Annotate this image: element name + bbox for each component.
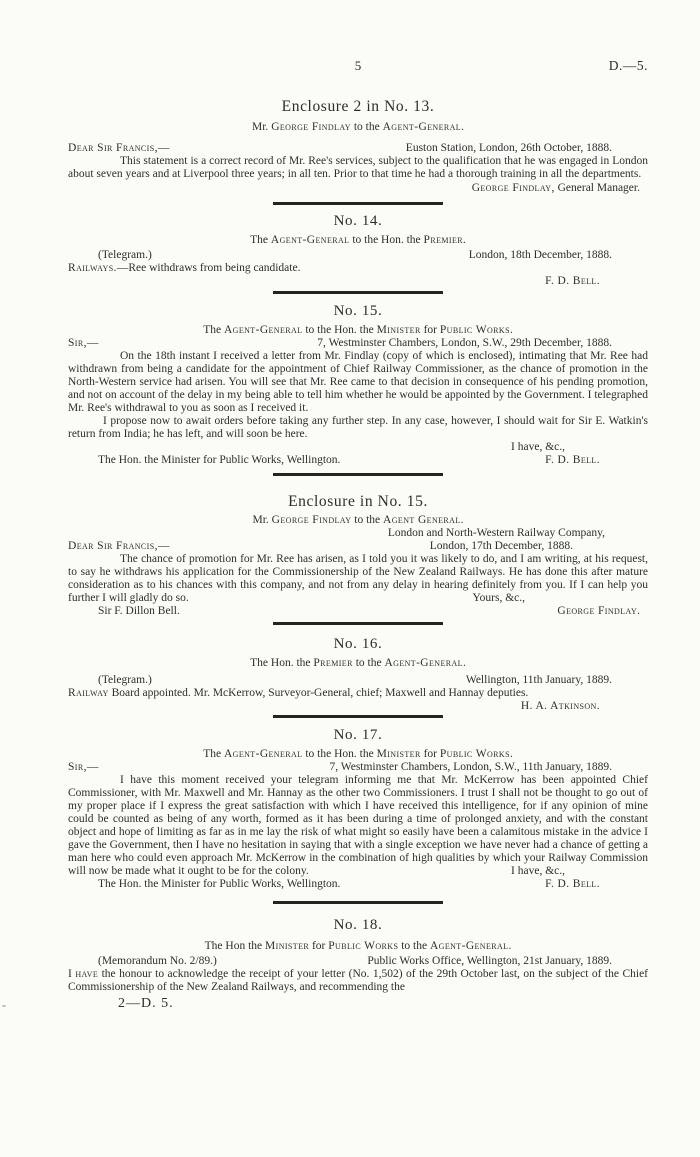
- document-reference: D.—5.: [608, 58, 648, 73]
- scan-artifact-mark: [2, 1005, 6, 1007]
- telegram-date-row: [68, 249, 648, 262]
- letter-paragraph: [68, 553, 648, 605]
- memorandum-label: (Memorandum No. 2/89.): [98, 955, 217, 967]
- salutation-date-row: [68, 142, 648, 155]
- dateline: 7, Westminster Chambers, London, S.W., 11th January, 1889.: [329, 761, 612, 773]
- printers-signature-mark: 2—D. 5.: [118, 996, 174, 1011]
- section-enclosure-2-in-no-13: [68, 97, 648, 205]
- section-subheading: The Agent-General to the Hon. the Minister for Public Works.: [203, 748, 513, 760]
- section-heading: No. 14.: [333, 213, 383, 229]
- section-heading: Enclosure 2 in No. 13.: [281, 98, 435, 115]
- dateline: Wellington, 11th January, 1889.: [465, 674, 612, 686]
- dateline: 7, Westminster Chambers, London, S.W., 29th December, 1888.: [317, 337, 612, 349]
- page-number: 5: [354, 58, 362, 73]
- section-heading: No. 18.: [333, 917, 383, 933]
- section-divider-rule: [273, 901, 443, 904]
- telegram-label: (Telegram.): [98, 674, 152, 686]
- signature-line: H. A. Atkinson.: [520, 700, 600, 712]
- addressee: The Hon. the Minister for Public Works, Wellington.: [98, 878, 341, 890]
- salutation-date-row: [68, 337, 648, 350]
- section-heading: No. 17.: [333, 727, 383, 743]
- salutation-date-row: [68, 540, 648, 553]
- section-heading: Enclosure in No. 15.: [288, 493, 428, 510]
- addressee-signature-row: [68, 605, 648, 618]
- telegram-label: (Telegram.): [98, 249, 152, 261]
- section-subheading: The Agent-General to the Hon. the Minister for Public Works.: [203, 324, 513, 336]
- section-enclosure-in-no-15: [68, 492, 648, 625]
- addressee: Sir F. Dillon Bell.: [98, 605, 180, 617]
- section-divider-rule: [273, 622, 443, 625]
- section-heading: No. 15.: [333, 303, 383, 319]
- section-no-14: [68, 212, 648, 294]
- signature: F. D. Bell.: [545, 878, 600, 890]
- section-no-15: [68, 302, 648, 476]
- closing-phrase: I have, &c.,: [511, 865, 565, 877]
- sender-address-line: London and North-Western Railway Company,: [387, 527, 605, 539]
- section-divider-rule: [273, 202, 443, 205]
- letter-paragraph: [68, 774, 648, 878]
- memorandum-date-row: [68, 955, 648, 968]
- salutation: Sir,—: [68, 337, 99, 349]
- page-header: [68, 58, 648, 74]
- section-heading: No. 16.: [333, 636, 383, 652]
- paragraph-text: I have this moment received your telegram informing me that Mr. McKerrow has been appointed Chief Commissioner, with Mr. Maxwell and Mr. Hannay as the other two Commissioners. I trust I shall not be thought to go out of my proper place if I express the great satisfaction with which I have received this intelligence, for if any opinion of mine could be counted as being of any worth, formed as it has been during a time of prolonged anxiety, and with the constant object and hope of limiting as far as in me lay the risk of what might so easily have been a calamitous mistake in the advice I gave the Government, then I have no hesitation in saying that with a single exception we have never had a chance of getting a man here who could even approach Mr. McKerrow in the combination of high qualities by which your Railway Commission will now be made what it ought to be for the colony.: [68, 774, 648, 877]
- section-subheading: The Hon the Minister for Public Works to the Agent-General.: [204, 940, 512, 952]
- section-subheading: The Hon. the Premier to the Agent-General.: [250, 657, 466, 669]
- dateline: London, 18th December, 1888.: [468, 249, 612, 261]
- dateline: London, 17th December, 1888.: [429, 540, 573, 552]
- section-no-17: [68, 726, 648, 904]
- paragraph-text: The chance of promotion for Mr. Ree has arisen, as I told you it was likely to do, and I am writing, at his request, to say he withdraws his application for the Commissionership of the New Zealand Railways. He has done this after mature consideration as to his chances with this company, and not from any delay in hearing definitely from you. If I can help you further I will gladly do so.: [68, 553, 648, 604]
- letter-paragraph: This statement is a correct record of Mr. Ree's services, subject to the qualification that he was engaged in London about seven years and at Liverpool three years; in all ten. Prior to that time he had a thorough training in all the departments.: [68, 155, 648, 180]
- signature: George Findlay.: [557, 605, 640, 617]
- telegram-body: Railways.—Ree withdraws from being candidate.: [68, 262, 301, 274]
- salutation: Dear Sir Francis,—: [68, 142, 170, 154]
- memorandum-body: I have the honour to acknowledge the receipt of your letter (No. 1,502) of the 29th October last, on the subject of the Chief Commissionership of the New Zealand Railways, and recommending the: [68, 968, 648, 993]
- signature: F. D. Bell.: [545, 454, 600, 466]
- section-no-16: [68, 635, 648, 718]
- salutation-date-row: [68, 761, 648, 774]
- telegram-body: Railway Board appointed. Mr. McKerrow, Surveyor-General, chief; Maxwell and Hannay deputies.: [68, 687, 529, 699]
- signature-line: George Findlay, General Manager.: [471, 182, 640, 194]
- addressee: The Hon. the Minister for Public Works, Wellington.: [98, 454, 341, 466]
- section-divider-rule: [273, 715, 443, 718]
- signature-line: F. D. Bell.: [545, 275, 600, 287]
- section-divider-rule: [273, 291, 443, 294]
- closing-line: I have, &c.,: [511, 441, 565, 453]
- section-no-18: [68, 916, 648, 1012]
- dateline: Public Works Office, Wellington, 21st January, 1889.: [367, 955, 612, 967]
- section-divider-rule: [273, 473, 443, 476]
- dateline: Euston Station, London, 26th October, 1888.: [405, 142, 612, 154]
- telegram-date-row: [68, 674, 648, 687]
- section-subheading: The Agent-General to the Hon. the Premier.: [250, 234, 466, 246]
- addressee-signature-row: [68, 878, 648, 891]
- closing-phrase: Yours, &c.,: [472, 592, 525, 604]
- letter-paragraph: On the 18th instant I received a letter from Mr. Findlay (copy of which is enclosed), intimating that Mr. Ree had withdrawn from being a candidate for the appointment of Chief Railway Commissioner, as the chance of promotion in the North-Western service had arisen. You will see that Mr. Ree came to that decision in consequence of his pending promotion, and not on account of the delay in my being able to tell him whether he would be appointed by the Government. I telegraphed Mr. Ree's withdrawal to you as soon as I received it.: [68, 350, 648, 414]
- addressee-signature-row: [68, 454, 648, 467]
- salutation: Sir,—: [68, 761, 99, 773]
- letter-paragraph: I propose now to await orders before taking any further step. In any case, however, I should wait for Sir E. Watkin's return from India; he has left, and will soon be here.: [68, 415, 648, 440]
- salutation: Dear Sir Francis,—: [68, 540, 170, 552]
- section-subheading: Mr. George Findlay to the Agent General.: [252, 514, 464, 526]
- section-subheading: Mr. George Findlay to the Agent-General.: [252, 121, 464, 133]
